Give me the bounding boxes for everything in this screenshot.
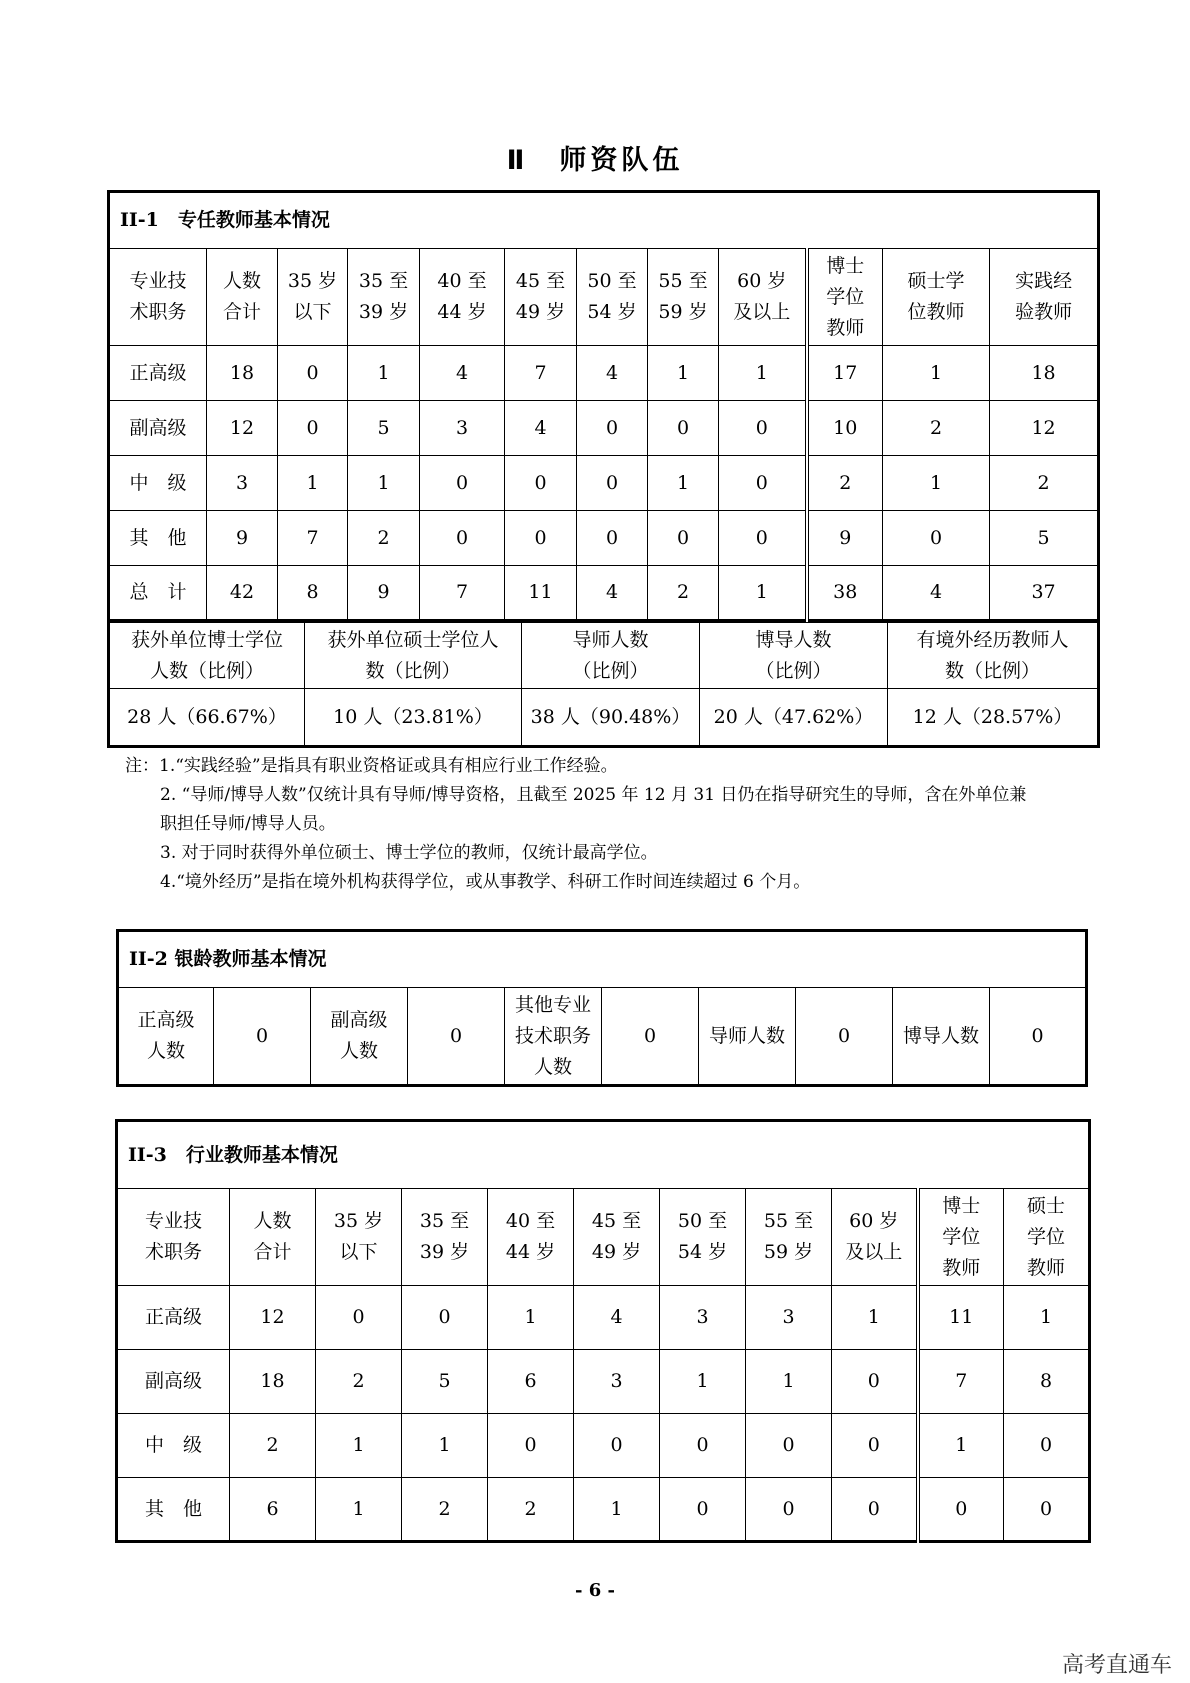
table-cell: 其 他 [117,1478,230,1542]
table-cell: 12 [230,1286,316,1350]
table-cell: 0 [278,346,348,401]
table-cell: 0 [577,401,648,456]
summary-header-row [109,623,1099,689]
table-cell: 0 [648,511,719,566]
table-fulltime-summary [107,622,1100,748]
label-cell [118,988,214,1086]
table-row [117,1478,1090,1542]
table-cell: 4 [577,566,648,621]
header-cell [348,249,420,346]
cell-text-line: 博导人数 [755,628,832,651]
cell-text-line: 人数（比例） [149,659,264,682]
cell-text-line: 35 至 [358,270,409,292]
table-row [109,401,1099,456]
table-cell: 总 计 [109,566,207,621]
cell-text-line: 学位 [1027,1225,1066,1248]
table-cell: 0 [278,401,348,456]
table-cell: 2 [990,456,1099,511]
cell-text-line: 其他专业 [514,993,591,1016]
table-cell: 0 [505,511,577,566]
cell-text-line: 教师 [826,316,865,339]
table-cell: 3 [660,1286,746,1350]
table-cell: 38 [807,566,883,621]
cell-text-line: 实践经 [1015,270,1073,292]
header-cell [883,249,990,346]
table-cell: 0 [832,1478,918,1542]
table-cell: 正高级 [117,1286,230,1350]
table-cell: 3 [746,1286,832,1350]
table-cell: 0 [505,456,577,511]
table-caption: II-1 专任教师基本情况 [109,192,1099,249]
cell-text-line: 40 至 [437,270,487,292]
label-cell [311,988,408,1086]
cell-text-line: 人数 [339,1040,378,1062]
table-cell: 0 [832,1414,918,1478]
cell-text-line: 合计 [253,1241,292,1263]
cell-text-line: 59 岁 [658,301,708,323]
table-cell: 2 [488,1478,574,1542]
table-row-total [109,566,1099,621]
table-cell: 42 [207,566,278,621]
table-cell: 7 [278,511,348,566]
table-row [117,1350,1090,1414]
table-cell: 1 [574,1478,660,1542]
cell-text-line: 正高级 [137,1009,195,1031]
cell-text-line: 以下 [339,1241,378,1263]
table-cell: 3 [207,456,278,511]
cell-text-line: 硕士学 [907,270,965,292]
table-cell: 9 [348,566,420,621]
cell-text-line: 39 岁 [419,1241,470,1263]
cell-text-line: 获外单位硕士学位人 [327,628,499,651]
header-cell [505,249,577,346]
table-cell: 1 [348,456,420,511]
cell-text-line: 博士 [826,254,865,277]
table-cell: 4 [574,1286,660,1350]
table-cell: 6 [230,1478,316,1542]
value-cell: 0 [214,988,311,1086]
header-cell [990,249,1099,346]
table-cell: 中 级 [109,456,207,511]
table-cell: 7 [505,346,577,401]
header-cell [574,1189,660,1286]
table-cell: 9 [807,511,883,566]
cell-text-line: 54 岁 [587,301,637,323]
table-cell: 0 [746,1478,832,1542]
cell-text-line: 数（比例） [944,659,1040,682]
note-line: 4.“境外经历”是指在境外机构获得学位，或从事教学、科研工作时间连续超过 6 个月。 [160,872,811,892]
cell-text-line: 术职务 [144,1241,202,1263]
table-cell: 3 [420,401,505,456]
table-cell: 2 [348,511,420,566]
table-row [117,1286,1090,1350]
table-cell: 1 [832,1286,918,1350]
table-cell: 0 [660,1478,746,1542]
table-cell: 17 [807,346,883,401]
table-industry-teachers [115,1119,1091,1543]
value-cell: 0 [796,988,893,1086]
table-cell: 5 [348,401,420,456]
table-header-row [117,1189,1090,1286]
header-cell [807,249,883,346]
table-cell: 2 [402,1478,488,1542]
cell-text-line: 验教师 [1015,301,1073,323]
table-cell: 10 人（23.81%） [305,689,522,747]
table-cell: 12 [207,401,278,456]
table-row [109,511,1099,566]
table-cell: 12 人（28.57%） [888,689,1099,747]
table-cell: 8 [1004,1350,1090,1414]
table-cell: 2 [648,566,719,621]
table-cell: 18 [990,346,1099,401]
table-cell: 1 [488,1286,574,1350]
cell-text-line: 博导人数 [902,1024,979,1047]
cell-text-line: 59 岁 [763,1241,814,1263]
cell-text-line: 导师人数 [708,1024,785,1047]
header-cell [746,1189,832,1286]
table-cell: 0 [1004,1414,1090,1478]
cell-text-line: 硕士 [1027,1194,1066,1217]
table-cell: 1 [402,1414,488,1478]
cell-text-line: 60 岁 [737,270,787,292]
table-cell: 12 [990,401,1099,456]
table-caption: II-3 行业教师基本情况 [117,1121,1090,1189]
value-cell: 0 [408,988,505,1086]
cell-text-line: 人数 [222,270,261,292]
header-cell [230,1189,316,1286]
cell-text-line: 人数 [533,1055,572,1078]
header-cell [888,623,1099,689]
cell-text-line: 45 至 [515,270,566,292]
table-cell: 0 [1004,1478,1090,1542]
value-cell: 0 [990,988,1087,1086]
cell-text-line: 40 至 [505,1210,556,1232]
cell-text-line: 55 至 [763,1210,814,1232]
table-cell: 副高级 [117,1350,230,1414]
cell-text-line: 44 岁 [437,301,487,323]
cell-text-line: 以下 [293,301,332,323]
table-caption: II-2 银龄教师基本情况 [118,931,1087,988]
header-cell [402,1189,488,1286]
cell-text-line: 50 至 [677,1210,728,1232]
table-cell: 4 [883,566,990,621]
table-cell: 28 人（66.67%） [109,689,305,747]
cell-text-line: 术职务 [129,301,187,323]
table-cell: 0 [832,1350,918,1414]
cell-text-line: 39 岁 [358,301,409,323]
table-cell: 1 [660,1350,746,1414]
table-header-row [109,249,1099,346]
cell-text-line: 45 至 [591,1210,642,1232]
table-cell: 1 [746,1350,832,1414]
table-cell: 0 [420,511,505,566]
table-cell: 0 [648,401,719,456]
summary-value-row [109,689,1099,747]
table-cell: 18 [230,1350,316,1414]
table-cell: 0 [420,456,505,511]
cell-text-line: 49 岁 [591,1241,642,1263]
header-cell [109,623,305,689]
table-cell: 正高级 [109,346,207,401]
cell-text-line: 44 岁 [505,1241,556,1263]
table-row [118,988,1087,1086]
table-cell: 2 [230,1414,316,1478]
cell-text-line: 55 至 [658,270,708,292]
header-cell [660,1189,746,1286]
header-cell [832,1189,918,1286]
section-title: Ⅱ 师资队伍 [506,145,684,176]
table-cell: 1 [316,1414,402,1478]
header-cell [918,1189,1004,1286]
cell-text-line: 位教师 [907,301,965,323]
cell-text-line: 专业技 [129,270,187,292]
cell-text-line: （比例） [572,659,649,682]
table-cell: 7 [420,566,505,621]
table-cell: 5 [990,511,1099,566]
table-row [109,346,1099,401]
cell-text-line: （比例） [755,659,832,682]
table-cell: 1 [719,566,807,621]
cell-text-line: 35 岁 [333,1210,384,1232]
table-cell: 1 [278,456,348,511]
cell-text-line: 人数 [253,1210,292,1232]
header-cell [305,623,522,689]
table-notes [125,752,1085,897]
cell-text-line: 博士 [942,1194,981,1217]
cell-text-line: 及以上 [845,1241,903,1263]
table-cell: 1 [883,456,990,511]
header-cell [109,249,207,346]
note-line: 3. 对于同时获得外单位硕士、博士学位的教师，仅统计最高学位。 [160,843,658,863]
cell-text-line: 60 岁 [849,1210,899,1232]
header-cell [577,249,648,346]
cell-text-line: 教师 [942,1256,981,1279]
cell-text-line: 人数 [146,1040,185,1062]
table-cell: 1 [648,346,719,401]
table-cell: 0 [402,1286,488,1350]
cell-text-line: 技术职务 [514,1024,591,1047]
cell-text-line: 学位 [826,285,865,308]
header-cell [278,249,348,346]
table-cell: 9 [207,511,278,566]
table-cell: 0 [660,1414,746,1478]
table-cell: 0 [316,1286,402,1350]
cell-text-line: 数（比例） [365,659,461,682]
table-cell: 0 [577,456,648,511]
table-cell: 11 [918,1286,1004,1350]
table-cell: 5 [402,1350,488,1414]
table-cell: 1 [648,456,719,511]
table-fulltime-teachers [107,190,1100,622]
watermark: 高考直通车 [1061,1653,1172,1678]
table-cell: 0 [719,511,807,566]
label-cell [699,988,796,1086]
header-cell [488,1189,574,1286]
header-cell [316,1189,402,1286]
cell-text-line: 54 岁 [677,1241,728,1263]
cell-text-line: 导师人数 [572,628,649,651]
table-cell: 20 人（47.62%） [700,689,888,747]
table-cell: 2 [316,1350,402,1414]
table-cell: 6 [488,1350,574,1414]
label-cell [893,988,990,1086]
table-cell: 7 [918,1350,1004,1414]
cell-text-line: 50 至 [587,270,637,292]
table-cell: 0 [918,1478,1004,1542]
table-cell: 4 [505,401,577,456]
table-cell: 18 [207,346,278,401]
cell-text-line: 有境外经历教师人 [916,628,1069,651]
table-cell: 0 [746,1414,832,1478]
cell-text-line: 获外单位博士学位 [130,628,283,651]
page-number: - 6 - [575,1580,615,1601]
table-cell: 0 [883,511,990,566]
value-cell: 0 [602,988,699,1086]
note-line: 职担任导师/博导人员。 [160,814,336,834]
table-cell: 1 [316,1478,402,1542]
table-cell: 1 [883,346,990,401]
table-cell: 0 [719,456,807,511]
label-cell [505,988,602,1086]
table-cell: 1 [719,346,807,401]
table-cell: 3 [574,1350,660,1414]
table-cell: 0 [488,1414,574,1478]
cell-text-line: 35 至 [419,1210,470,1232]
header-cell [719,249,807,346]
cell-text-line: 副高级 [330,1009,388,1031]
cell-text-line: 教师 [1027,1256,1066,1279]
table-cell: 2 [807,456,883,511]
table-cell: 2 [883,401,990,456]
cell-text-line: 合计 [222,301,261,323]
header-cell [117,1189,230,1286]
table-cell: 4 [577,346,648,401]
table-cell: 中 级 [117,1414,230,1478]
table-row [117,1414,1090,1478]
cell-text-line: 学位 [942,1225,981,1248]
table-cell: 1 [348,346,420,401]
table-senior-teachers [116,929,1088,1087]
table-cell: 其 他 [109,511,207,566]
cell-text-line: 及以上 [733,301,791,323]
table-cell: 1 [918,1414,1004,1478]
table-cell: 1 [1004,1286,1090,1350]
table-cell: 副高级 [109,401,207,456]
header-cell [700,623,888,689]
table-cell: 8 [278,566,348,621]
table-cell: 10 [807,401,883,456]
header-cell [207,249,278,346]
table-cell: 37 [990,566,1099,621]
cell-text-line: 专业技 [144,1210,202,1232]
note-line: 2. “导师/博导人数”仅统计具有导师/博导资格，且截至 2025 年 12 月 31 日仍在指导研究生的导师，含在外单位兼 [160,785,1027,805]
table-cell: 11 [505,566,577,621]
header-cell [522,623,700,689]
table-cell: 0 [577,511,648,566]
cell-text-line: 35 岁 [287,270,338,292]
note-line: 注：1.“实践经验”是指具有职业资格证或具有相应行业工作经验。 [125,756,618,776]
table-cell: 38 人（90.48%） [522,689,700,747]
header-cell [1004,1189,1090,1286]
table-cell: 0 [719,401,807,456]
table-row [109,456,1099,511]
cell-text-line: 49 岁 [515,301,566,323]
header-cell [648,249,719,346]
header-cell [420,249,505,346]
table-cell: 4 [420,346,505,401]
table-cell: 0 [574,1414,660,1478]
